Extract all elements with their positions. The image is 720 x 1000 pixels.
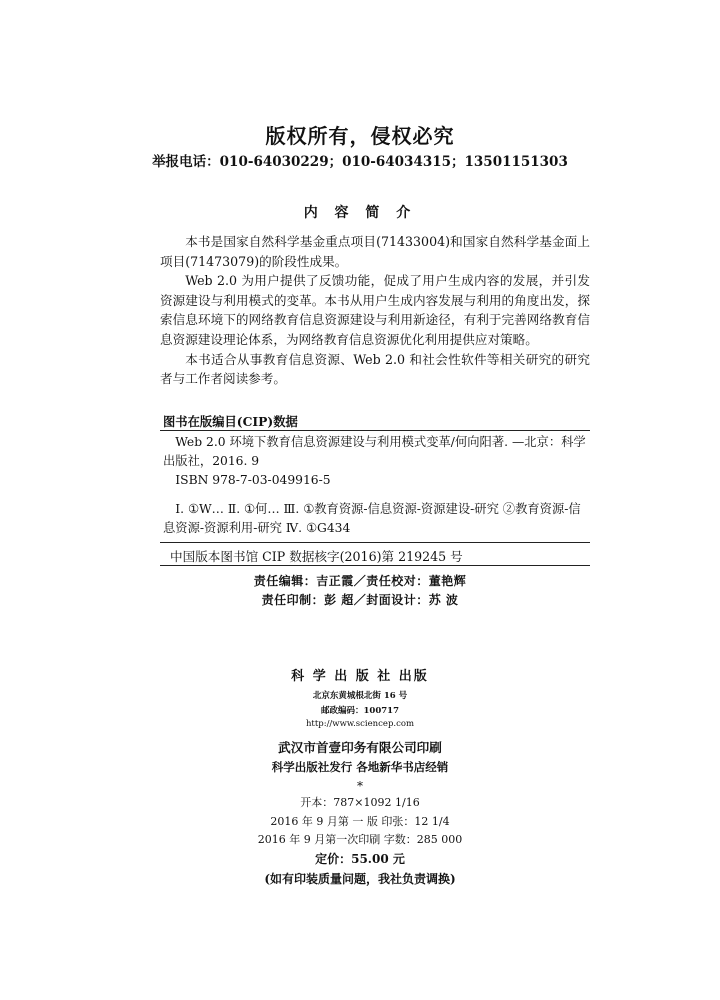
summary-title: 内 容 简 介: [303, 205, 417, 221]
format-spec: 开本：787×1092 1/16: [300, 796, 420, 809]
distributor-line: 科学出版社发行 各地新华书店经销: [271, 760, 449, 774]
publisher-url: http://www.sciencep.com: [305, 719, 415, 729]
cip-top-rule: [160, 430, 590, 431]
summary-paragraph: 本书是国家自然科学基金重点项目(71433004)和国家自然科学基金面上项目(71473079)的阶段性成果。: [160, 234, 590, 269]
cip-data-number: 中国版本图书馆 CIP 数据核字(2016)第 219245 号: [170, 549, 463, 564]
printer-name: 武汉市首壹印务有限公司印刷: [278, 740, 442, 755]
cip-bottom-rule: [160, 542, 590, 543]
production-credits: 责任印制：彭 超／封面设计：苏 波: [261, 593, 459, 607]
price: 定价：55.00 元: [315, 852, 405, 866]
cip-isbn: ISBN 978-7-03-049916-5: [175, 473, 331, 487]
publisher-name: 科 学 出 版 社 出版: [291, 669, 429, 684]
credits-rule: [160, 565, 590, 566]
publisher-zip: 邮政编码：100717: [321, 706, 399, 716]
summary-paragraph: 本书适合从事教育信息资源、Web 2.0 和社会性软件等相关研究的研究者与工作者阅读参考。: [160, 351, 590, 387]
summary-text: [160, 232, 590, 389]
summary-paragraph: Web 2.0 为用户提供了反馈功能，促成了用户生成内容的发展，并引发资源建设与利用模式的变革。本书从用户生成内容发展与利用的角度出发，探索信息环境下的网络教育信息资源建设与利用新途径，有利于完善网络教育信息资源建设理论体系，为网络教育信息资源优化利用提供应对策略。: [160, 273, 590, 347]
edition-spec: 2016 年 9 月第 一 版 印张：12 1/4: [270, 815, 450, 828]
cip-heading: 图书在版编目(CIP)数据: [163, 414, 298, 429]
separator-star: *: [357, 779, 363, 793]
cip-record: [163, 433, 588, 538]
quality-notice: (如有印装质量问题，我社负责调换): [264, 872, 456, 886]
printing-spec: 2016 年 9 月第一次印刷 字数：285 000: [257, 833, 463, 846]
report-hotline: 举报电话：010-64030229；010-64034315；13501151303: [152, 154, 568, 170]
editor-credits: 责任编辑：吉正霞／责任校对：董艳辉: [253, 574, 467, 588]
copyright-notice: 版权所有，侵权必究: [265, 124, 455, 148]
cip-entry: Web 2.0 环境下教育信息资源建设与利用模式变革/何向阳著. —北京：科学出版社，2016. 9: [163, 435, 586, 468]
cip-classification: Ⅰ. ①W… Ⅱ. ①何… Ⅲ. ①教育资源-信息资源-资源建设-研究 ②教育资源-信息资源-资源利用-研究 Ⅳ. ①G434: [163, 502, 581, 535]
publisher-address: 北京东黄城根北街 16 号: [312, 691, 408, 701]
